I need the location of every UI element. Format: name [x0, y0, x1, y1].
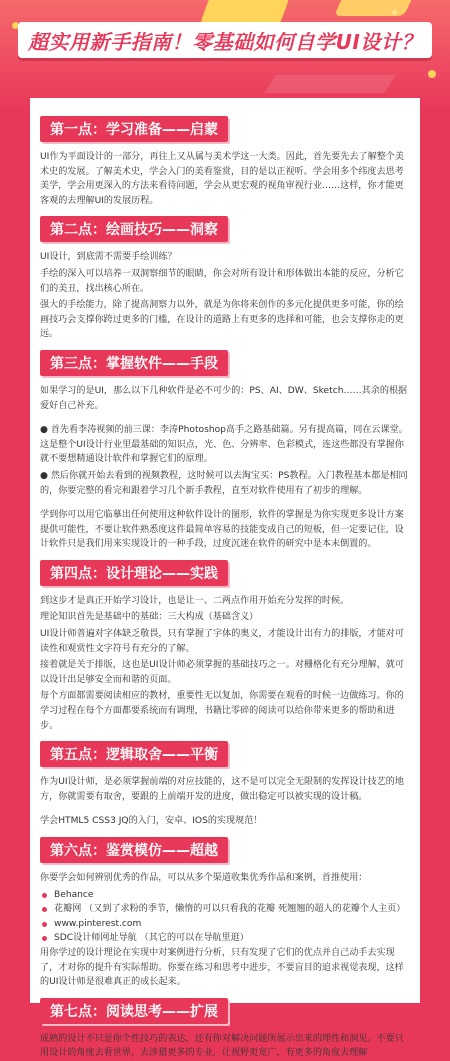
- list-item: [40, 931, 412, 946]
- page-title: 超实用新手指南！零基础如何自学UI设计？: [28, 29, 422, 54]
- paragraph: 用你学过的设计理论在实现中对案例进行分析，只有发现了它们的优点并自己动手去实现了，才对你的提升有实际帮助。你要在练习和思考中进步，不要盲目的追求视觉表现，这样的UI设计师是很难真正的成长起来。: [40, 947, 404, 988]
- list-item-text: SDC设计师网址导航 （其它的可以在导航里逛）: [54, 933, 249, 944]
- article-card: [30, 98, 420, 1059]
- paragraph: 强大的手绘能力，除了提高洞察力以外，就是为你将来创作的多元化提供更多可能，你的绘画技巧会支撑你跨过更多的门槛，在设计的道路上有更多的选择和可能，也会支撑你走的更远。: [40, 300, 404, 340]
- paragraph: 到这步才是真正开始学习设计，也是让一、二两点作用开始充分发挥的时候。: [40, 595, 350, 606]
- bullet-icon: [42, 893, 47, 898]
- paragraph: ● 首先看李涛视频的前三课：李涛Photoshop高手之路基础篇。另有提高篇，同在云课堂。这是整个UI设计行业里最基础的知识点，光、色、分辨率、色彩模式，连这些都没有掌握你就不要想精通设计软件和掌握它们的原理。: [40, 425, 408, 465]
- paragraph: 每个方面都需要阅读相应的教材，重要性无以复加，你需要在观看的时候一边做练习。你的学习过程在每个方面都要系统而有调理，书籍比零碎的阅读可以给你带来更多的帮助和进步。: [40, 691, 404, 731]
- spacer: [40, 806, 412, 814]
- decoration-box: [334, 0, 416, 16]
- decoration-dot: [428, 70, 436, 78]
- section-heading: 第二点：绘画技巧——洞察: [40, 216, 228, 242]
- paragraph: UI作为平面设计的一部分，再往上又从属与美术学这一大类。因此，首先要先去了解整个美术史的发展。了解美术史，学会入门的美看鉴赏，目的是以正视听。学会用多个纬度去思考美学，学会用更深入的方法来看待问题，学会从更宏观的视角审视行业……这样，你才能更客观的去理解UI的发展历程。: [40, 152, 404, 206]
- section-heading: 第五点：逻辑取舍——平衡: [40, 741, 228, 767]
- section-heading: 第四点：设计理论——实践: [40, 560, 228, 586]
- paragraph: 学会HTML5 CSS3 JQ的入门，安卓、IOS的实现规范！: [40, 816, 263, 827]
- section-4: [40, 554, 412, 733]
- list-item-text: Behance: [54, 889, 94, 900]
- list-item: [40, 902, 412, 917]
- list-item: [40, 917, 412, 932]
- section-heading: 第一点：学习准备——启蒙: [40, 116, 228, 142]
- paragraph: 作为UI设计师，是必须掌握前端的对应技能的，这不是可以完全无限制的发挥设计技艺的地方，你就需要有取舍，要跟的上前端开发的进度，做出稳定可以被实现的设计稿。: [40, 777, 404, 802]
- paragraph: 如果学习的是UI，那么以下几种软件是必不可少的：PS、AI、DW、Sketch……其余的根据爱好自己补充。: [40, 385, 408, 411]
- bullet-icon: [42, 907, 47, 912]
- section-2: [40, 210, 412, 342]
- paragraph: 你要学会如何辨别优秀的作品，可以从多个渠道收集优秀作品和案例，首推使用：: [40, 873, 368, 883]
- spacer: [40, 500, 412, 508]
- list-item-text: www.pinterest.com: [54, 918, 142, 929]
- paragraph: 成熟的设计不只是你个性技巧的表达，还有你对解决问题所展示出来的理性和洞见。不要只用设计的角度去看世界，去涉猎更多的专业，让视野更宽广，有更多的角度去理解: [40, 1033, 404, 1059]
- spacer: [40, 415, 412, 423]
- decoration-dot: [392, 10, 397, 15]
- section-6: [40, 831, 412, 990]
- title-banner: [18, 22, 432, 58]
- section-heading: 第三点：掌握软件——手段: [40, 350, 228, 376]
- article-body: [30, 98, 420, 1061]
- list-item: [40, 888, 412, 903]
- resource-list: [40, 888, 412, 946]
- section-3: [40, 344, 412, 552]
- bullet-icon: [42, 922, 47, 927]
- section-1: [40, 110, 412, 208]
- section-5: [40, 735, 412, 829]
- bullet-icon: [42, 936, 47, 941]
- paragraph: 手绘的深入可以培养一双洞察细节的眼睛，你会对所有设计和形体做出本能的反应，分析它们的美丑，找出核心所在。: [40, 268, 404, 294]
- paragraph: UI设计，到底需不需要手绘训练？: [40, 252, 177, 263]
- paragraph: 接着就是关于排版，这也是UI设计师必须掌握的基础技巧之一。对栅格化有充分理解，就可以设计出足够安全而和谐的页面。: [40, 660, 404, 685]
- section-7: [40, 992, 412, 1061]
- paragraph: 学到你可以用它临摹出任何使用这种软件设计的图形，软件的掌握是为你实现更多设计方案提供可能性，不要让软件熟悉度这件最简单容易的技能变成自己的短板，但一定要记住，设计软件只是我们用来实现设计的一种手段，过度沉迷在软件的研究中是本末倒置的。: [40, 510, 404, 550]
- decoration-box: [200, 0, 290, 24]
- paragraph: 理论知识首先是基础中的基础：三大构成（基础含义）: [40, 612, 259, 623]
- section-heading: 第六点：鉴赏模仿——超越: [40, 837, 228, 863]
- paragraph: ● 然后你就开始去看到的视频教程，这时候可以去淘宝买：PS教程。入门教程基本都是相同的，你要完整的看完和跟着学习几个新手教程，直至对软件使用有了初步的理解。: [40, 470, 408, 496]
- paragraph: UI设计师普遍对字体缺乏敬畏，只有掌握了字体的奥义，才能设计出有力的排版，才能对可读性和观赏性文字符号有充分的了解。: [40, 629, 404, 654]
- list-item-text: 花瓣网 （又到了求粉的季节，懒惰的可以只看我的花瓣 死翘翘的超人的花瓣个人主页）: [54, 904, 406, 915]
- decoration-stripe: [265, 75, 395, 93]
- section-heading: 第七点：阅读思考——扩展: [40, 998, 228, 1024]
